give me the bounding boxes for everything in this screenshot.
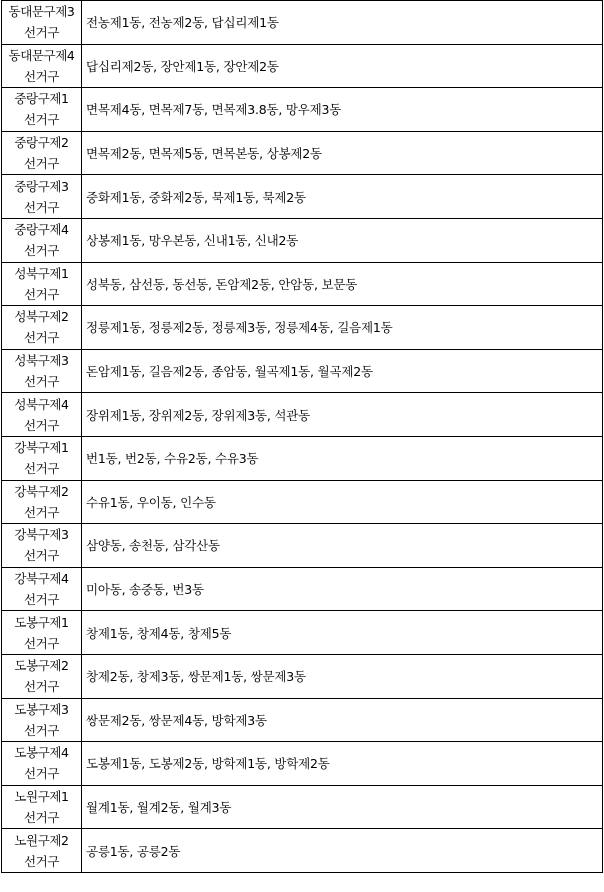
district-name-line1: 중랑구제3	[14, 178, 69, 194]
dong-list-cell: 수유1동, 우이동, 인수동	[82, 480, 603, 524]
district-name-line1: 성북구제4	[14, 396, 69, 412]
district-name-line2: 선거구	[23, 679, 60, 695]
district-name-cell	[2, 131, 82, 175]
table-row	[2, 218, 603, 262]
district-name-cell	[2, 262, 82, 306]
district-name-line2: 선거구	[23, 68, 60, 84]
table-row	[2, 829, 603, 873]
district-name-cell	[2, 654, 82, 698]
district-name-line2: 선거구	[23, 243, 60, 259]
district-name-line2: 선거구	[23, 374, 60, 390]
district-name-line1: 중랑구제2	[14, 135, 69, 151]
table-row	[2, 44, 603, 88]
district-name-line1: 성북구제3	[14, 353, 69, 369]
dong-list-cell: 번1동, 번2동, 수유2동, 수유3동	[82, 436, 603, 480]
dong-list-cell: 쌍문제2동, 쌍문제4동, 방학제3동	[82, 698, 603, 742]
dong-list-cell: 정릉제1동, 정릉제2동, 정릉제3동, 정릉제4동, 길음제1동	[82, 306, 603, 350]
district-name-line2: 선거구	[23, 635, 60, 651]
district-name-line1: 강북구제1	[14, 440, 69, 456]
dong-list-cell: 면목제2동, 면목제5동, 면목본동, 상봉제2동	[82, 131, 603, 175]
dong-list-cell: 돈암제1동, 길음제2동, 종암동, 월곡제1동, 월곡제2동	[82, 349, 603, 393]
district-name-line2: 선거구	[23, 461, 60, 477]
dong-list-cell: 전농제1동, 전농제2동, 답십리제1동	[82, 1, 603, 45]
district-name-cell	[2, 349, 82, 393]
table-row	[2, 306, 603, 350]
district-name-line1: 성북구제2	[14, 309, 69, 325]
table-row	[2, 480, 603, 524]
table-row	[2, 175, 603, 219]
district-name-cell	[2, 436, 82, 480]
district-name-line2: 선거구	[23, 25, 60, 41]
district-name-cell	[2, 393, 82, 437]
district-name-line2: 선거구	[23, 504, 60, 520]
district-name-cell	[2, 742, 82, 786]
district-name-cell	[2, 218, 82, 262]
district-name-line1: 도봉구제3	[14, 701, 69, 717]
table-row	[2, 1, 603, 45]
dong-list-cell: 미아동, 송중동, 번3동	[82, 567, 603, 611]
district-name-cell	[2, 785, 82, 829]
dong-list-cell: 창제2동, 창제3동, 쌍문제1동, 쌍문제3동	[82, 654, 603, 698]
table-row	[2, 524, 603, 568]
dong-list-cell: 성북동, 삼선동, 동선동, 돈암제2동, 안암동, 보문동	[82, 262, 603, 306]
table-row	[2, 742, 603, 786]
district-name-cell	[2, 480, 82, 524]
district-name-line1: 노원구제1	[14, 788, 69, 804]
dong-list-cell: 창제1동, 창제4동, 창제5동	[82, 611, 603, 655]
table-row	[2, 131, 603, 175]
district-name-line1: 중랑구제1	[14, 91, 69, 107]
district-name-cell	[2, 567, 82, 611]
district-name-line1: 강북구제4	[14, 571, 69, 587]
dong-list-cell: 월계1동, 월계2동, 월계3동	[82, 785, 603, 829]
district-name-cell	[2, 524, 82, 568]
district-name-line1: 도봉구제2	[14, 658, 69, 674]
district-name-line2: 선거구	[23, 809, 60, 825]
district-name-line2: 선거구	[23, 286, 60, 302]
district-name-line2: 선거구	[23, 853, 60, 869]
district-name-line2: 선거구	[23, 722, 60, 738]
table-row	[2, 88, 603, 132]
district-name-line2: 선거구	[23, 330, 60, 346]
district-name-line2: 선거구	[23, 112, 60, 128]
table-row	[2, 349, 603, 393]
table-row	[2, 567, 603, 611]
district-name-line1: 도봉구제1	[14, 614, 69, 630]
dong-list-cell: 도봉제1동, 도봉제2동, 방학제1동, 방학제2동	[82, 742, 603, 786]
dong-list-cell: 삼양동, 송천동, 삼각산동	[82, 524, 603, 568]
district-name-line2: 선거구	[23, 199, 60, 215]
district-name-line1: 도봉구제4	[14, 745, 69, 761]
district-name-line2: 선거구	[23, 766, 60, 782]
dong-list-cell: 답십리제2동, 장안제1동, 장안제2동	[82, 44, 603, 88]
district-name-cell	[2, 1, 82, 45]
district-name-cell	[2, 829, 82, 873]
district-name-line1: 동대문구제4	[8, 47, 75, 63]
district-name-line1: 강북구제2	[14, 483, 69, 499]
district-name-line2: 선거구	[23, 592, 60, 608]
district-name-cell	[2, 175, 82, 219]
district-name-cell	[2, 611, 82, 655]
table-row	[2, 654, 603, 698]
dong-list-cell: 공릉1동, 공릉2동	[82, 829, 603, 873]
district-table	[1, 0, 603, 873]
district-name-line1: 노원구제2	[14, 832, 69, 848]
table-row	[2, 393, 603, 437]
table-row	[2, 611, 603, 655]
district-name-line1: 중랑구제4	[14, 222, 69, 238]
dong-list-cell: 상봉제1동, 망우본동, 신내1동, 신내2동	[82, 218, 603, 262]
table-row	[2, 262, 603, 306]
table-row	[2, 785, 603, 829]
dong-list-cell: 면목제4동, 면목제7동, 면목제3.8동, 망우제3동	[82, 88, 603, 132]
district-name-line2: 선거구	[23, 156, 60, 172]
district-name-cell	[2, 306, 82, 350]
district-name-cell	[2, 44, 82, 88]
district-name-cell	[2, 88, 82, 132]
district-name-line1: 성북구제1	[14, 265, 69, 281]
district-name-line1: 동대문구제3	[8, 4, 75, 20]
table-row	[2, 436, 603, 480]
dong-list-cell: 장위제1동, 장위제2동, 장위제3동, 석관동	[82, 393, 603, 437]
table-row	[2, 698, 603, 742]
district-table-body	[2, 1, 603, 873]
district-name-cell	[2, 698, 82, 742]
dong-list-cell: 중화제1동, 중화제2동, 묵제1동, 묵제2동	[82, 175, 603, 219]
district-name-line2: 선거구	[23, 548, 60, 564]
district-name-line2: 선거구	[23, 417, 60, 433]
district-name-line1: 강북구제3	[14, 527, 69, 543]
